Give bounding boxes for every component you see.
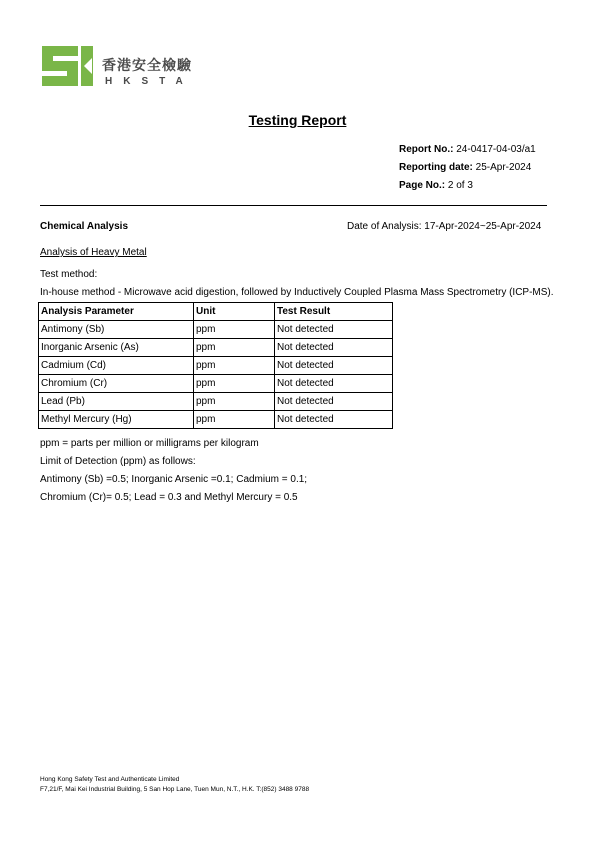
report-no-label: Report No.: [399, 144, 454, 155]
logo-acronym: HKSTA [105, 76, 194, 87]
table-row [39, 321, 393, 339]
cell-result: Not detected [275, 411, 393, 429]
cell-unit: ppm [194, 339, 275, 357]
lod-line-1: Antimony (Sb) =0.5; Inorganic Arsenic =0.1; Cadmium = 0.1; [40, 474, 308, 485]
ppm-definition: ppm = parts per million or milligrams per kilogram [40, 438, 259, 449]
cell-result: Not detected [275, 357, 393, 375]
table-row [39, 339, 393, 357]
reporting-date-value: 25-Apr-2024 [475, 162, 532, 173]
notes [40, 435, 307, 507]
header-test-result: Test Result [275, 303, 393, 321]
page-no-label: Page No.: [399, 180, 446, 191]
page-title [0, 112, 595, 128]
date-of-analysis: Date of Analysis: 17-Apr-2024~25-Apr-2024 [347, 221, 542, 232]
hksta-logo-mark-icon [40, 44, 95, 88]
table-row [39, 357, 393, 375]
cell-parameter: Chromium (Cr) [39, 375, 194, 393]
cell-parameter: Lead (Pb) [39, 393, 194, 411]
table-row [39, 375, 393, 393]
reporting-date-line [399, 159, 536, 177]
footer [40, 775, 309, 795]
page-no-line [399, 177, 536, 195]
report-no-line [399, 141, 536, 159]
test-method-label: Test method: [40, 269, 98, 280]
cell-parameter: Methyl Mercury (Hg) [39, 411, 194, 429]
lod-intro: Limit of Detection (ppm) as follows: [40, 456, 196, 467]
cell-unit: ppm [194, 375, 275, 393]
header-unit: Unit [194, 303, 275, 321]
results-table [38, 302, 393, 429]
table-row [39, 411, 393, 429]
analysis-subheading: Analysis of Heavy Metal [40, 247, 147, 258]
section-title: Chemical Analysis [40, 221, 129, 232]
logo-chinese-name: 香港安全檢驗 [102, 58, 192, 74]
cell-unit: ppm [194, 393, 275, 411]
cell-result: Not detected [275, 321, 393, 339]
cell-unit: ppm [194, 357, 275, 375]
lod-line-2: Chromium (Cr)= 0.5; Lead = 0.3 and Methyl Mercury = 0.5 [40, 492, 298, 503]
footer-company: Hong Kong Safety Test and Authenticate Limited [40, 776, 180, 783]
report-title: Testing Report [248, 112, 347, 128]
cell-parameter: Inorganic Arsenic (As) [39, 339, 194, 357]
table-header-row [39, 303, 393, 321]
footer-address: F7,21/F, Mai Kei Industrial Building, 5 San Hop Lane, Tuen Mun, N.T., H.K. T:(852) 3488 9788 [40, 786, 310, 793]
reporting-date-label: Reporting date: [399, 162, 473, 173]
divider [40, 205, 547, 206]
header-analysis-parameter: Analysis Parameter [39, 303, 194, 321]
cell-result: Not detected [275, 339, 393, 357]
cell-parameter: Antimony (Sb) [39, 321, 194, 339]
page-no-value: 2 of 3 [447, 180, 473, 191]
cell-result: Not detected [275, 375, 393, 393]
company-logo [40, 44, 210, 90]
cell-unit: ppm [194, 411, 275, 429]
cell-result: Not detected [275, 393, 393, 411]
report-no-value: 24-0417-04-03/a1 [456, 144, 536, 155]
cell-parameter: Cadmium (Cd) [39, 357, 194, 375]
table-row [39, 393, 393, 411]
test-method-text: In-house method - Microwave acid digestion, followed by Inductively Coupled Plasma Mass Spectrometry (ICP-MS). [40, 287, 554, 298]
cell-unit: ppm [194, 321, 275, 339]
report-meta [399, 141, 536, 195]
